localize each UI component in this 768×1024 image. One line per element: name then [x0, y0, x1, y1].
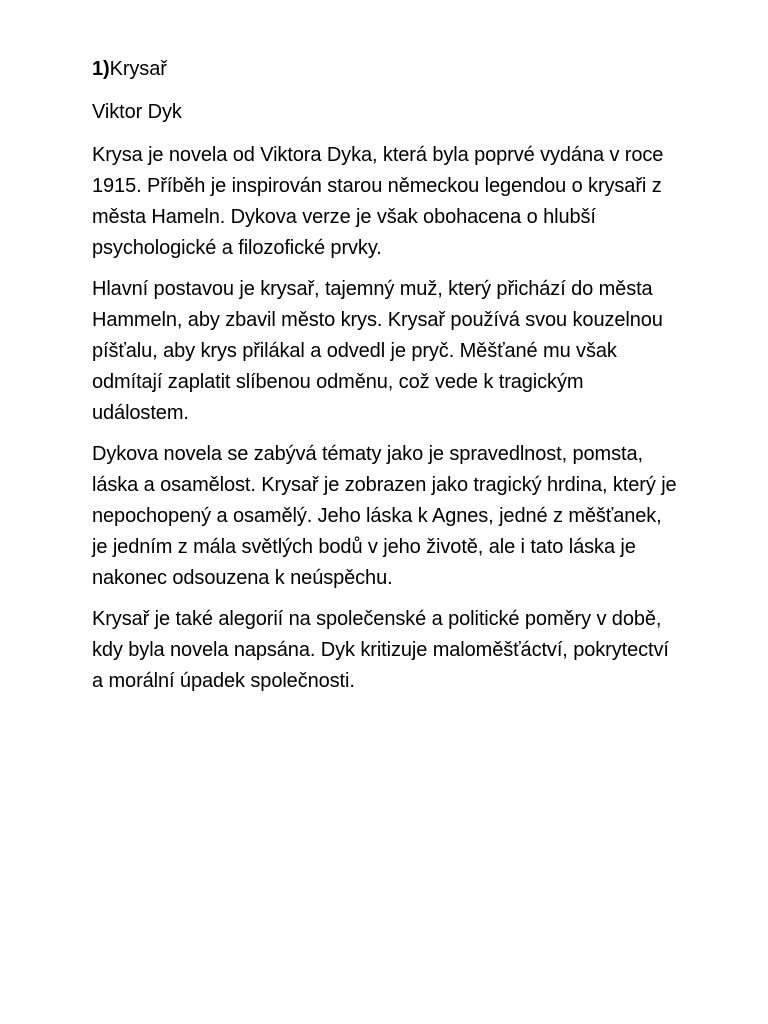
title-text: Krysař	[109, 58, 167, 80]
document-title	[92, 54, 682, 85]
paragraph-3: Dykova novela se zabývá tématy jako je spravedlnost, pomsta, láska a osamělost. Krysař je zobrazen jako tragický hrdina, který je nepochopený a osamělý. Jeho láska k Agnes, jedné z měšťanek, je jedním z mála světlých bodů v jeho životě, ale i tato láska je nakonec odsouzena k neúspěchu.	[92, 443, 677, 589]
paragraph-2: Hlavní postavou je krysař, tajemný muž, který přichází do města Hammeln, aby zbavil město krys. Krysař používá svou kouzelnou píšťalu, aby krys přilákal a odvedl je pryč. Měšťané mu však odmítají zaplatit slíbenou odměnu, což vede k tragickým událostem.	[92, 278, 663, 424]
document-body	[92, 54, 682, 707]
document-author: Viktor Dyk	[92, 101, 182, 123]
paragraph-1: Krysa je novela od Viktora Dyka, která byla poprvé vydána v roce 1915. Příběh je inspirován starou německou legendou o krysaři z města Hameln. Dykova verze je však obohacena o hlubší psychologické a filozofické prvky.	[92, 144, 664, 259]
title-number: 1)	[92, 58, 110, 80]
paragraph-4: Krysař je také alegorií na společenské a politické poměry v době, kdy byla novela napsána. Dyk kritizuje maloměšťáctví, pokrytectví a morální úpadek společnosti.	[92, 608, 669, 692]
